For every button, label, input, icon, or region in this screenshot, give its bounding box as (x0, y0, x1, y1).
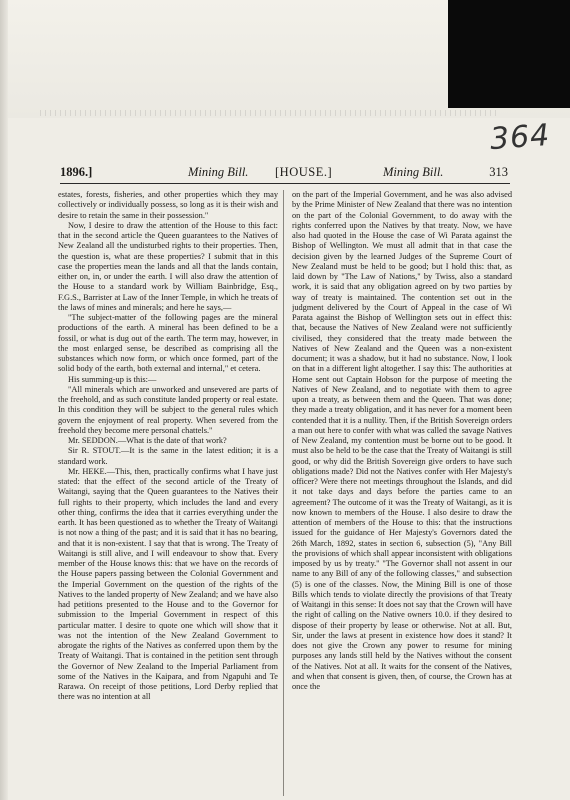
scan-noise (40, 110, 500, 116)
right-column (292, 190, 512, 796)
handwritten-page-number: 364 (488, 117, 552, 158)
quotation: "All minerals which are unworked and unsevered are parts of the freehold, and as such constitute landed property or real estate. In this condition they will be subject to the general rules which govern the enjoyment of real property. When severed from the freehold they become mere personal chattels." (58, 384, 278, 435)
column-divider (283, 190, 284, 796)
scanner-black-tab (448, 0, 570, 108)
running-header (60, 165, 508, 181)
paragraph: Now, I desire to draw the attention of the House to this fact: that in the second article the Queen guarantees to the Natives of New Zealand all the undisturbed rights to their properties. Then, the question is, what are these properties? I submit that in this case the properties mean the lands and all that the lands contain, either on, in, or under the earth. I will also draw the attention of the House to a standard work by William Bainbridge, Esq., F.G.S., Barrister at Law of the Inner Temple, in which he treats of the laws of mines and minerals; and here he says,— (58, 220, 278, 312)
header-year: 1896.] (60, 165, 93, 179)
header-rule (60, 183, 510, 184)
header-page-number: 313 (489, 165, 508, 179)
header-title-left: Mining Bill. (188, 165, 249, 179)
paragraph: estates, forests, fisheries, and other properties which they may collectively or individually possess, so long as it is their wish and desire to retain the same in their possession." (58, 190, 278, 220)
quotation: "The subject-matter of the following pages are the mineral productions of the earth. A mineral has been defined to be a fossil, or what is dug out of the earth. The term may, however, in the most enlarged sense, be described as comprising all the substances which now form, or which once formed, part of the solid body of the earth, both external and internal," et cetera. (58, 313, 278, 374)
speaker-paragraph: Mr. SEDDON.—What is the date of that work? (68, 436, 227, 445)
speaker-paragraph: Sir R. STOUT.—It is the same in the latest edition; it is a standard work. (58, 446, 278, 466)
speaker-paragraph: Mr. HEKE.—This, then, practically confirms what I have just stated: that the effect of the second article of the Treaty of Waitangi, saying that the Queen guarantees to the Natives their full rights to their property, which includes the land and every other thing, confirms the idea that it carries everything under the earth. It has been questioned as to whether the Treaty of Waitangi is not now a thing of the past; and it is said that it has no bearing, and that it is non-existent. I say that that is wrong. The Treaty of Waitangi is still alive, and I will endeavour to show that. Every member of the House knows this: that we have on the records of the House papers passing between the Colonial Government and the Imperial Government on the question of the rights of the Natives to the landed property of New Zealand; and we have also had petitions presented to the House and to the Governor for submission to the Imperial Government in respect of this particular matter. I desire to quote one which will show that it was not the intention of the New Zealand Government to abrogate the rights of the Natives as conferred upon them by the Treaty of Waitangi. That is contained in the petition sent through the Governor of New Zealand to the Imperial Parliament from some of the Natives in the Kaipara, and from Ngapuhi and Te Rarawa. On receipt of those petitions, Lord Derby replied that there was no intention at all (58, 466, 278, 702)
header-house: [HOUSE.] (275, 165, 333, 179)
left-column (58, 190, 278, 796)
paragraph: His summing-up is this:— (68, 374, 157, 384)
paragraph: on the part of the Imperial Government, and he was also advised by the Prime Minister of New Zealand that there was no intention on the part of the Colonial Government, to do away with the rights conferred upon the Natives by that treaty. Now, we have also had quoted in the House the case of Wi Parata against the Bishop of Wellington. We must all admit that in that case the decision given by the learned Judges of the Supreme Court of New Zealand must be held to be good; but I hold this: that, as laid down by "The Law of Nations," by Twiss, also a standard work, it is said that any obligation agreed on by two parties by way of treaty is maintained. The contention set out in the judgment delivered by the Court of Appeal in the case of Wi Parata against the Bishop of Wellington sets out in effect this: that, because the Natives of New Zealand were not sufficiently civilised, they considered that the treaty made between the Natives of New Zealand and the Queen was a non-existent document; it was a shadow, but it had no substance. Now, I look on that in a different light altogether. I say this: The authorities at Home sent out Captain Hobson for the purpose of meeting the Natives of New Zealand, and to negotiate with them to agree upon a treaty, as between them and the Queen. That was done; they made a treaty obligation, and it has never for a moment been contended that it is a nullity. Then, if the British Sovereign orders a man out here to confer with what was called the savage Natives of New Zealand, my contention must be borne out to be good. It must also be held to be the case that the Treaty of Waitangi is still good, or why did the British Sovereign give orders to have such obligations made? Did not the Natives confer with Her Majesty's officer? Were there not meetings throughout the Islands, and did it not take days and days before the parties came to an agreement? The outcome of it was the Treaty of Waitangi, as it is now known to members of the House. I also desire to draw the attention of members of the House to this: that the instructions issued for the guidance of Her Majesty's Governors dated the 26th March, 1892, states in section 6, subsection (5), "Any Bill the provisions of which shall appear inconsistent with obligations imposed by us by treaty." "The Governor shall not assent in our name to any Bill of any of the following classes," and subsection (5) is one of the classes. Now, the Mining Bill is one of those Bills which tends to violate directly the provisions of that Treaty of Waitangi in this sense: It does not say that the Crown will have the right of calling on the Native owners 10.0. if they desired to dispose of their property by lease or otherwise. Not at all. But, Sir, under the laws at present in existence how does it stand? It does not give the Crown any power to resume for mining purposes any lands still held by the Natives without the consent of the Natives. Not at all. It waits for the consent of the Natives, and when that consent is given, then, of course, the Crown has at once the (292, 190, 512, 691)
header-title-right: Mining Bill. (383, 165, 444, 179)
page-edge-shadow (0, 0, 8, 800)
